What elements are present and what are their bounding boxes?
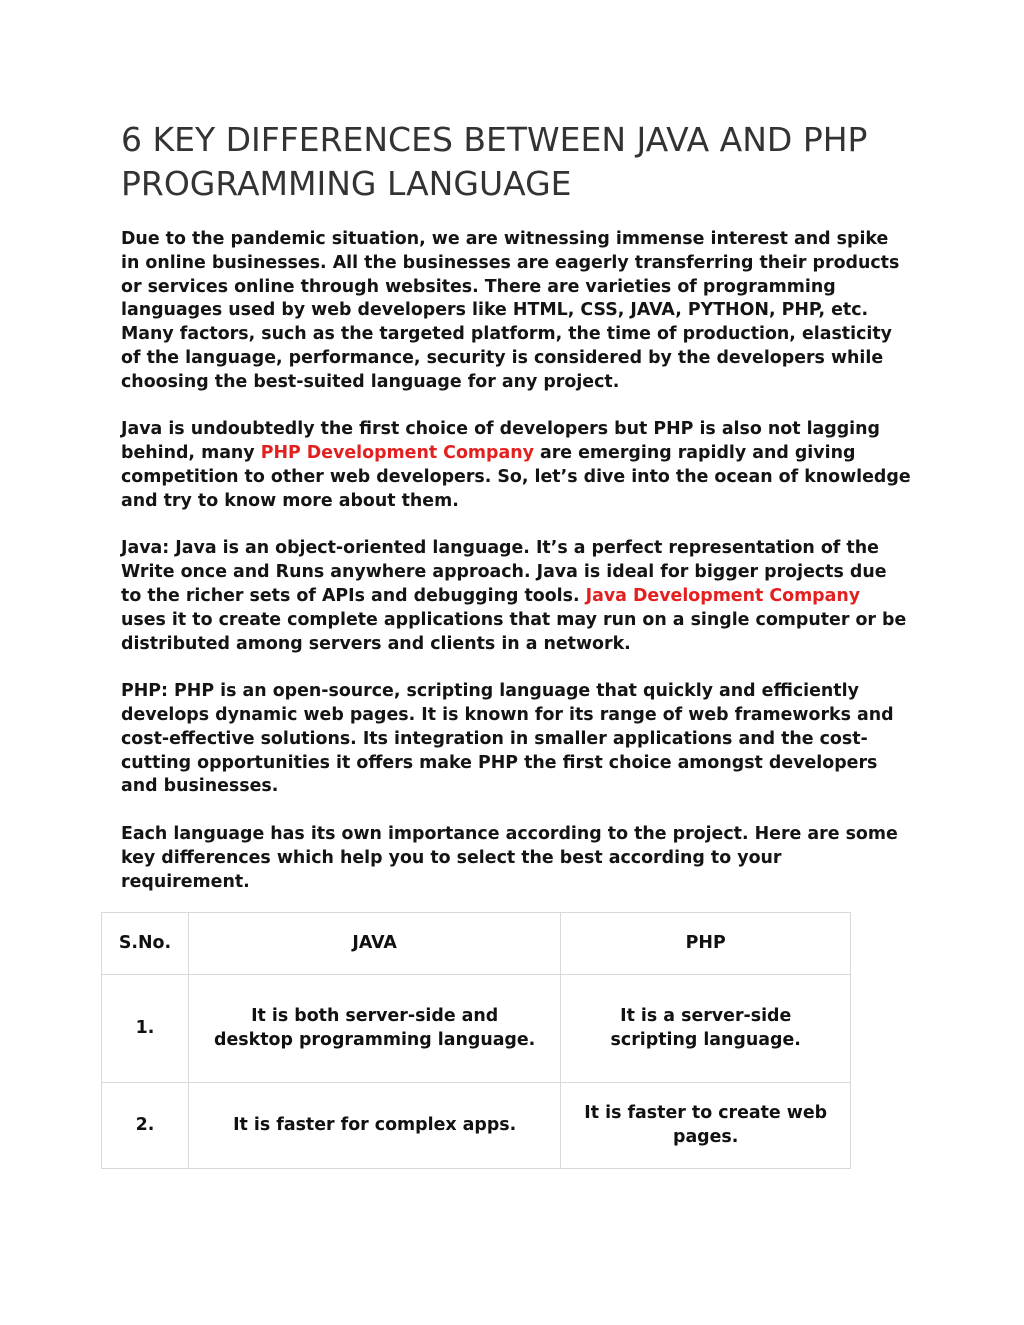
php-paragraph: PHP: PHP is an open-source, scripting language that quickly and efficiently develops dynamic web pages. It is known for its range of web frameworks and cost-effective solutions. Its integration in smaller applications and the cost-cutting opportunities it offers make PHP the first choice amongst developers and businesses. (121, 681, 894, 797)
header-cell-sno: S.No. (102, 913, 189, 975)
table-row (102, 1083, 851, 1169)
table-header-row (102, 913, 851, 975)
intro-paragraph: Due to the pandemic situation, we are witnessing immense interest and spike in online businesses. All the businesses are eagerly transferring their products or services online through websites. There are varieties of programming languages used by web developers like HTML, CSS, JAVA, PYTHON, PHP, etc. Many factors, such as the targeted platform, the time of production, elasticity of the language, performance, security is considered by the developers while choosing the best-suited language for any project. (121, 229, 900, 392)
table-cell: It is both server-side and desktop programming language. (188, 975, 560, 1083)
table-cell: It is faster for complex apps. (188, 1083, 560, 1169)
paragraph-text: are emerging rapidly and giving competition to other web developers. So, let’s dive into the ocean of knowledge and try to know more about them. (121, 443, 911, 511)
table-row (102, 975, 851, 1083)
java-paragraph (121, 537, 911, 656)
java-choice-paragraph (121, 418, 911, 513)
page-title: 6 KEY DIFFERENCES BETWEEN JAVA AND PHP PROGRAMMING LANGUAGE (121, 120, 868, 203)
paragraph-text: Java: Java is an object-oriented language. It’s a perfect representation of the Write once and Runs anywhere approach. Java is ideal for bigger projects due to the richer sets of APIs and debugging tools. (121, 538, 887, 606)
java-development-company-link[interactable]: Java Development Company (585, 585, 861, 606)
comparison-table (101, 912, 851, 1169)
header-cell-java: JAVA (188, 913, 560, 975)
table-cell: 2. (102, 1083, 189, 1169)
php-development-company-link[interactable]: PHP Development Company (260, 443, 534, 464)
table-cell: It is a server-side scripting language. (561, 975, 851, 1083)
header-cell-php: PHP (561, 913, 851, 975)
differences-intro-paragraph: Each language has its own importance according to the project. Here are some key differences which help you to select the best according to your requirement. (121, 823, 898, 892)
table-cell: It is faster to create web pages. (561, 1083, 851, 1169)
paragraph-text: Java is undoubtedly the first choice of developers but PHP is also not lagging behind, many (121, 419, 880, 464)
article-body (121, 228, 911, 918)
paragraph-text: uses it to create complete applications that may run on a single computer or be distributed among servers and clients in a network. (121, 609, 907, 654)
table-cell: 1. (102, 975, 189, 1083)
